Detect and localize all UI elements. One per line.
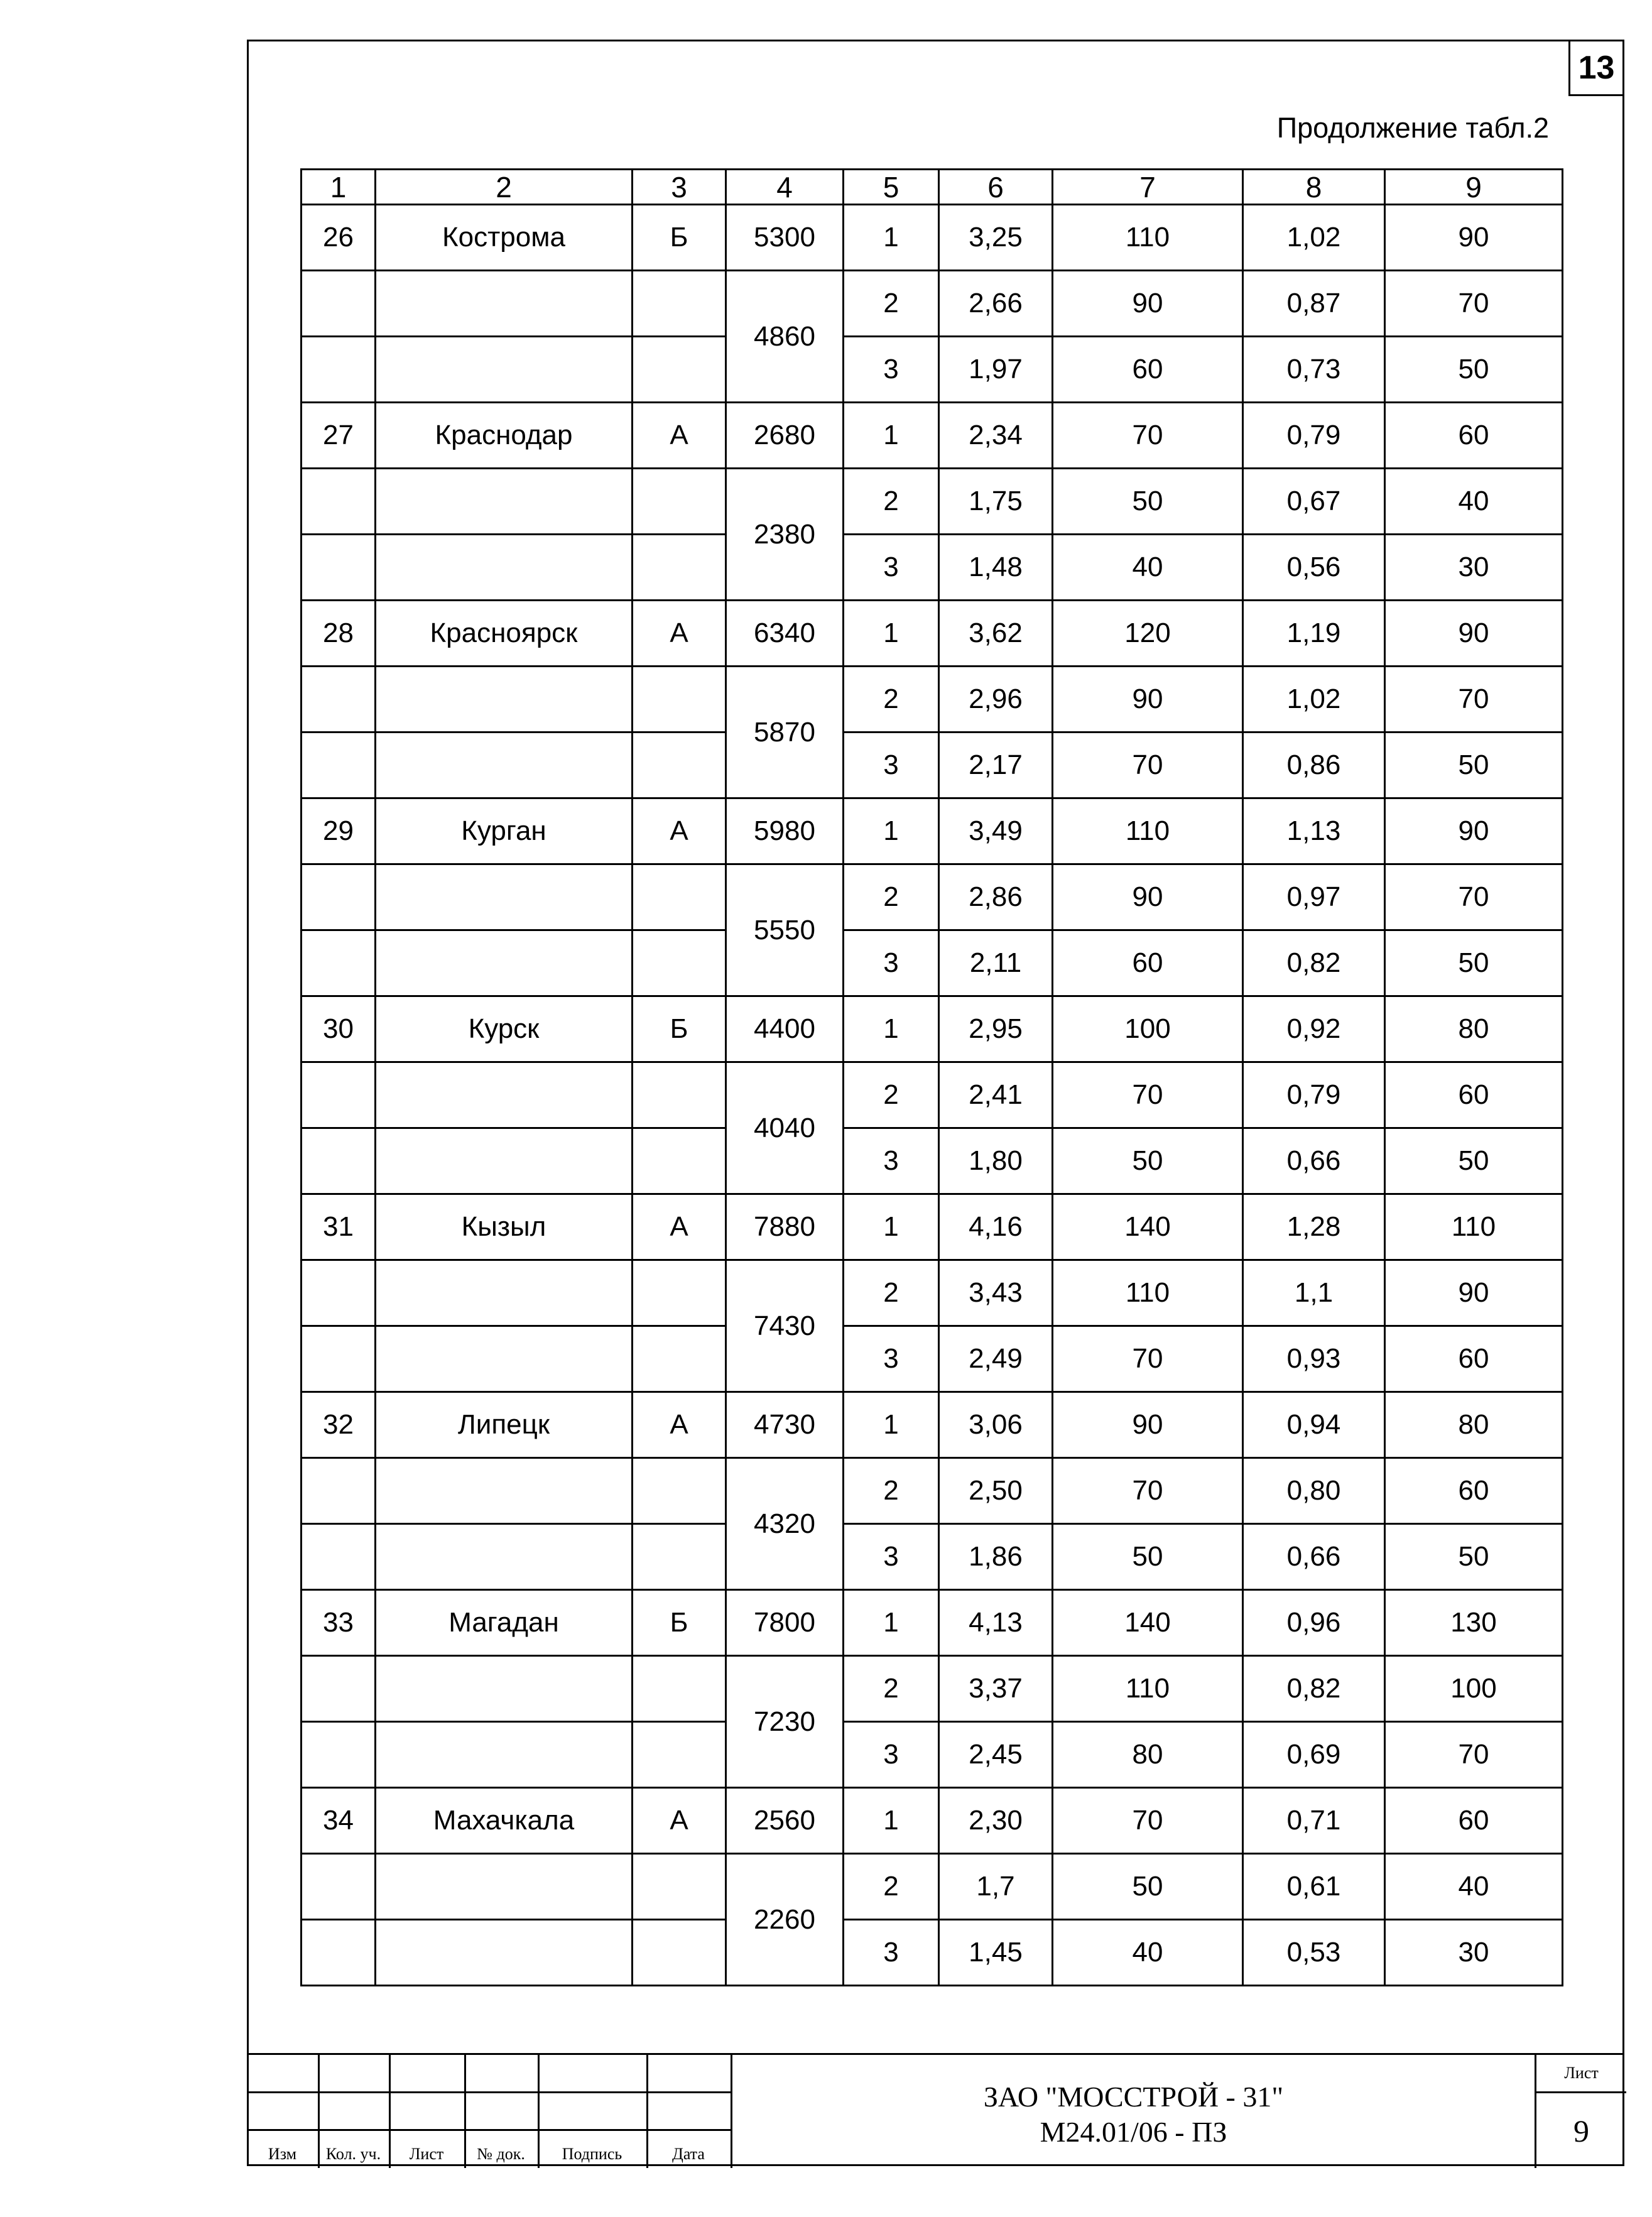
cell-value: 0,94 [1243, 1392, 1385, 1458]
cell-value: 70 [1053, 1326, 1243, 1392]
table-row [302, 864, 1563, 930]
cell-value: 2,17 [939, 733, 1053, 798]
cell-empty [633, 1524, 726, 1590]
table-row [302, 1128, 1563, 1194]
cell-value: 1,75 [939, 469, 1053, 535]
cell-city: Липецк [376, 1392, 633, 1458]
cell-value: 1 [844, 1392, 939, 1458]
cell-empty [302, 1458, 376, 1524]
cell-city: Курск [376, 996, 633, 1062]
cell-value: 60 [1385, 1326, 1563, 1392]
cell-col4: 5980 [726, 798, 844, 864]
cell-value: 100 [1385, 1656, 1563, 1722]
cell-value: 30 [1385, 1920, 1563, 1986]
page-number: 13 [1568, 40, 1624, 96]
cell-value: 2,45 [939, 1722, 1053, 1788]
cell-empty [376, 1524, 633, 1590]
cell-value: 50 [1385, 1524, 1563, 1590]
cell-category: А [633, 1194, 726, 1260]
cell-empty [376, 1326, 633, 1392]
cell-col4: 2260 [726, 1854, 844, 1986]
cell-value: 3 [844, 1524, 939, 1590]
cell-value: 1 [844, 205, 939, 271]
cell-value: 60 [1053, 337, 1243, 403]
cell-number: 32 [302, 1392, 376, 1458]
cell-empty [633, 271, 726, 337]
cell-value: 50 [1385, 733, 1563, 798]
cell-value: 120 [1053, 601, 1243, 667]
cell-value: 40 [1053, 1920, 1243, 1986]
cell-category: А [633, 403, 726, 469]
cell-value: 0,82 [1243, 930, 1385, 996]
cell-empty [376, 733, 633, 798]
cell-value: 4,16 [939, 1194, 1053, 1260]
cell-empty [376, 1062, 633, 1128]
table-row [302, 1194, 1563, 1260]
cell-value: 0,97 [1243, 864, 1385, 930]
cell-value: 0,73 [1243, 337, 1385, 403]
table-row [302, 271, 1563, 337]
cell-value: 0,66 [1243, 1524, 1385, 1590]
document-code: М24.01/06 - ПЗ [1040, 2116, 1227, 2148]
cell-value: 40 [1385, 1854, 1563, 1920]
table-row [302, 733, 1563, 798]
table-row [302, 601, 1563, 667]
cell-value: 70 [1053, 403, 1243, 469]
cell-value: 80 [1385, 996, 1563, 1062]
cell-empty [302, 1656, 376, 1722]
cell-value: 0,79 [1243, 403, 1385, 469]
cell-value: 0,71 [1243, 1788, 1385, 1854]
cell-value: 1,86 [939, 1524, 1053, 1590]
cell-empty [376, 337, 633, 403]
cell-value: 1,7 [939, 1854, 1053, 1920]
cell-value: 1,19 [1243, 601, 1385, 667]
cell-value: 3 [844, 1326, 939, 1392]
cell-value: 2 [844, 864, 939, 930]
table-row [302, 1722, 1563, 1788]
cell-empty [633, 1260, 726, 1326]
cell-value: 0,53 [1243, 1920, 1385, 1986]
cell-value: 2,96 [939, 667, 1053, 733]
cell-empty [302, 930, 376, 996]
cell-empty [376, 667, 633, 733]
cell-empty [633, 667, 726, 733]
cell-value: 50 [1053, 1128, 1243, 1194]
cell-empty [302, 1920, 376, 1986]
cell-value: 1,80 [939, 1128, 1053, 1194]
cell-empty [302, 733, 376, 798]
cell-number: 33 [302, 1590, 376, 1656]
cell-value: 0,69 [1243, 1722, 1385, 1788]
cell-empty [633, 930, 726, 996]
column-header: 7 [1053, 170, 1243, 205]
cell-empty [376, 1722, 633, 1788]
table-row [302, 1854, 1563, 1920]
cell-col4: 5300 [726, 205, 844, 271]
cell-value: 60 [1385, 403, 1563, 469]
cell-empty [633, 1722, 726, 1788]
cell-value: 90 [1053, 1392, 1243, 1458]
cell-value: 70 [1385, 864, 1563, 930]
cell-empty [376, 1920, 633, 1986]
cell-value: 0,79 [1243, 1062, 1385, 1128]
cell-col4: 4320 [726, 1458, 844, 1590]
cell-number: 27 [302, 403, 376, 469]
cell-value: 30 [1385, 535, 1563, 601]
cell-empty [302, 1062, 376, 1128]
cell-category: Б [633, 996, 726, 1062]
cell-value: 2 [844, 271, 939, 337]
cell-empty [302, 469, 376, 535]
cell-value: 140 [1053, 1194, 1243, 1260]
cell-value: 90 [1385, 601, 1563, 667]
table-row [302, 1788, 1563, 1854]
cell-value: 2 [844, 1062, 939, 1128]
cell-value: 3,49 [939, 798, 1053, 864]
cell-empty [633, 1128, 726, 1194]
cell-value: 4,13 [939, 1590, 1053, 1656]
cell-value: 90 [1385, 205, 1563, 271]
cell-value: 50 [1385, 337, 1563, 403]
cell-value: 40 [1053, 535, 1243, 601]
title-block [247, 2053, 1624, 2168]
cell-value: 0,67 [1243, 469, 1385, 535]
cell-empty [376, 1458, 633, 1524]
cell-value: 70 [1385, 271, 1563, 337]
cell-number: 34 [302, 1788, 376, 1854]
cell-value: 3 [844, 535, 939, 601]
cell-value: 70 [1053, 1062, 1243, 1128]
cell-col4: 2680 [726, 403, 844, 469]
cell-value: 70 [1385, 667, 1563, 733]
company-name: ЗАО "МОССТРОЙ - 31" [983, 2081, 1284, 2113]
cell-value: 3 [844, 1722, 939, 1788]
cell-col4: 2380 [726, 469, 844, 601]
cell-value: 50 [1053, 469, 1243, 535]
cell-empty [633, 337, 726, 403]
table-row [302, 1260, 1563, 1326]
cell-value: 3,62 [939, 601, 1053, 667]
cell-city: Краснодар [376, 403, 633, 469]
cell-value: 1,13 [1243, 798, 1385, 864]
label-doc-no: № док. [477, 2145, 525, 2163]
cell-empty [302, 1326, 376, 1392]
table-caption: Продолжение табл.2 [1276, 112, 1549, 144]
cell-value: 0,56 [1243, 535, 1385, 601]
cell-value: 2,95 [939, 996, 1053, 1062]
cell-col4: 7880 [726, 1194, 844, 1260]
cell-value: 1,28 [1243, 1194, 1385, 1260]
cell-value: 50 [1385, 1128, 1563, 1194]
cell-empty [302, 337, 376, 403]
cell-value: 60 [1385, 1788, 1563, 1854]
cell-city: Кострома [376, 205, 633, 271]
cell-value: 3,43 [939, 1260, 1053, 1326]
cell-value: 90 [1385, 1260, 1563, 1326]
document-title [731, 2055, 1535, 2168]
cell-value: 2,50 [939, 1458, 1053, 1524]
cell-value: 0,87 [1243, 271, 1385, 337]
cell-value: 1 [844, 1590, 939, 1656]
cell-empty [302, 667, 376, 733]
column-header: 9 [1385, 170, 1563, 205]
cell-value: 2,30 [939, 1788, 1053, 1854]
cell-col4: 6340 [726, 601, 844, 667]
cell-col4: 7230 [726, 1656, 844, 1788]
cell-col4: 4730 [726, 1392, 844, 1458]
cell-value: 140 [1053, 1590, 1243, 1656]
cell-value: 1 [844, 1194, 939, 1260]
cell-value: 0,92 [1243, 996, 1385, 1062]
label-list: Лист [409, 2145, 444, 2163]
table-row [302, 1920, 1563, 1986]
cell-col4: 2560 [726, 1788, 844, 1854]
revision-grid [247, 2055, 731, 2168]
cell-city: Красноярск [376, 601, 633, 667]
table-row [302, 205, 1563, 271]
cell-number: 26 [302, 205, 376, 271]
cell-value: 90 [1053, 667, 1243, 733]
cell-value: 0,61 [1243, 1854, 1385, 1920]
cell-value: 2,49 [939, 1326, 1053, 1392]
sheet-number: 9 [1573, 2113, 1589, 2149]
cell-empty [376, 1260, 633, 1326]
column-header: 6 [939, 170, 1053, 205]
cell-value: 3,25 [939, 205, 1053, 271]
cell-value: 2,11 [939, 930, 1053, 996]
cell-value: 3 [844, 733, 939, 798]
cell-value: 2 [844, 469, 939, 535]
cell-value: 0,86 [1243, 733, 1385, 798]
cell-empty [633, 864, 726, 930]
cell-empty [302, 1260, 376, 1326]
table-row [302, 930, 1563, 996]
table-row [302, 469, 1563, 535]
cell-category: А [633, 798, 726, 864]
cell-value: 110 [1385, 1194, 1563, 1260]
cell-value: 0,66 [1243, 1128, 1385, 1194]
cell-value: 3 [844, 930, 939, 996]
cell-value: 90 [1053, 271, 1243, 337]
cell-value: 2 [844, 667, 939, 733]
cell-value: 2 [844, 1854, 939, 1920]
cell-value: 60 [1385, 1062, 1563, 1128]
column-header: 5 [844, 170, 939, 205]
cell-value: 1,1 [1243, 1260, 1385, 1326]
label-date: Дата [672, 2145, 705, 2163]
cell-value: 60 [1053, 930, 1243, 996]
cell-number: 31 [302, 1194, 376, 1260]
cell-category: А [633, 601, 726, 667]
cell-value: 50 [1385, 930, 1563, 996]
cell-value: 1,02 [1243, 667, 1385, 733]
cell-value: 2,41 [939, 1062, 1053, 1128]
table-row [302, 403, 1563, 469]
cell-value: 0,96 [1243, 1590, 1385, 1656]
cell-value: 0,82 [1243, 1656, 1385, 1722]
cell-value: 70 [1385, 1722, 1563, 1788]
label-signature: Подпись [562, 2145, 622, 2163]
cell-empty [376, 271, 633, 337]
cell-empty [633, 1656, 726, 1722]
cell-value: 1 [844, 798, 939, 864]
column-header: 3 [633, 170, 726, 205]
cell-value: 70 [1053, 1788, 1243, 1854]
cell-value: 3,06 [939, 1392, 1053, 1458]
cell-value: 110 [1053, 1656, 1243, 1722]
cell-value: 110 [1053, 1260, 1243, 1326]
cell-value: 2 [844, 1656, 939, 1722]
cell-col4: 5870 [726, 667, 844, 798]
cell-col4: 4040 [726, 1062, 844, 1194]
cell-city: Кызыл [376, 1194, 633, 1260]
cell-empty [302, 535, 376, 601]
cell-number: 28 [302, 601, 376, 667]
cell-category: А [633, 1788, 726, 1854]
cell-value: 2,66 [939, 271, 1053, 337]
cell-empty [376, 1128, 633, 1194]
cell-empty [633, 1854, 726, 1920]
table-row [302, 798, 1563, 864]
cell-value: 100 [1053, 996, 1243, 1062]
cell-number: 29 [302, 798, 376, 864]
cell-value: 130 [1385, 1590, 1563, 1656]
cell-empty [376, 864, 633, 930]
cell-value: 90 [1385, 798, 1563, 864]
cell-empty [376, 535, 633, 601]
cell-value: 1,45 [939, 1920, 1053, 1986]
cell-value: 70 [1053, 733, 1243, 798]
cell-category: А [633, 1392, 726, 1458]
cell-empty [633, 1920, 726, 1986]
cell-value: 1,97 [939, 337, 1053, 403]
cell-value: 2,86 [939, 864, 1053, 930]
cell-empty [633, 535, 726, 601]
table-row [302, 667, 1563, 733]
cell-col4: 7800 [726, 1590, 844, 1656]
table-row [302, 535, 1563, 601]
cell-col4: 4860 [726, 271, 844, 403]
cell-value: 90 [1053, 864, 1243, 930]
header-row [302, 170, 1563, 205]
cell-empty [633, 469, 726, 535]
cell-empty [302, 1854, 376, 1920]
cell-value: 40 [1385, 469, 1563, 535]
sheet-label: Лист [1536, 2055, 1626, 2093]
column-header: 8 [1243, 170, 1385, 205]
cell-value: 1 [844, 1788, 939, 1854]
cell-value: 2 [844, 1260, 939, 1326]
cell-value: 2 [844, 1458, 939, 1524]
column-header: 1 [302, 170, 376, 205]
cell-value: 110 [1053, 205, 1243, 271]
cell-value: 0,93 [1243, 1326, 1385, 1392]
cell-category: Б [633, 1590, 726, 1656]
cell-col4: 5550 [726, 864, 844, 996]
cell-value: 1 [844, 403, 939, 469]
cell-col4: 7430 [726, 1260, 844, 1392]
table-row [302, 337, 1563, 403]
cell-city: Магадан [376, 1590, 633, 1656]
table-row [302, 1524, 1563, 1590]
cell-value: 70 [1053, 1458, 1243, 1524]
cell-value: 1 [844, 996, 939, 1062]
cell-value: 110 [1053, 798, 1243, 864]
data-table [300, 168, 1563, 1986]
cell-value: 0,80 [1243, 1458, 1385, 1524]
table-row [302, 1458, 1563, 1524]
table-row [302, 1062, 1563, 1128]
cell-col4: 4400 [726, 996, 844, 1062]
table-row [302, 996, 1563, 1062]
cell-value: 3 [844, 1128, 939, 1194]
cell-empty [633, 1326, 726, 1392]
cell-city: Махачкала [376, 1788, 633, 1854]
cell-empty [302, 271, 376, 337]
sheet-box [1535, 2055, 1626, 2168]
cell-value: 3 [844, 1920, 939, 1986]
table-row [302, 1392, 1563, 1458]
cell-value: 60 [1385, 1458, 1563, 1524]
table-row [302, 1656, 1563, 1722]
table-row [302, 1590, 1563, 1656]
cell-empty [302, 1128, 376, 1194]
cell-empty [302, 1524, 376, 1590]
cell-value: 1 [844, 601, 939, 667]
label-izm: Изм [268, 2145, 297, 2163]
cell-empty [633, 1062, 726, 1128]
cell-city: Курган [376, 798, 633, 864]
column-header: 4 [726, 170, 844, 205]
cell-value: 3 [844, 337, 939, 403]
label-kol-uch: Кол. уч. [325, 2145, 381, 2163]
cell-empty [376, 1656, 633, 1722]
cell-value: 80 [1385, 1392, 1563, 1458]
cell-empty [302, 864, 376, 930]
cell-value: 2,34 [939, 403, 1053, 469]
cell-category: Б [633, 205, 726, 271]
cell-value: 1,02 [1243, 205, 1385, 271]
cell-empty [376, 930, 633, 996]
cell-empty [376, 469, 633, 535]
column-header: 2 [376, 170, 633, 205]
cell-empty [376, 1854, 633, 1920]
cell-empty [302, 1722, 376, 1788]
cell-empty [633, 1458, 726, 1524]
table-row [302, 1326, 1563, 1392]
cell-number: 30 [302, 996, 376, 1062]
cell-value: 80 [1053, 1722, 1243, 1788]
cell-value: 50 [1053, 1524, 1243, 1590]
cell-value: 3,37 [939, 1656, 1053, 1722]
cell-empty [633, 733, 726, 798]
cell-value: 50 [1053, 1854, 1243, 1920]
cell-value: 1,48 [939, 535, 1053, 601]
